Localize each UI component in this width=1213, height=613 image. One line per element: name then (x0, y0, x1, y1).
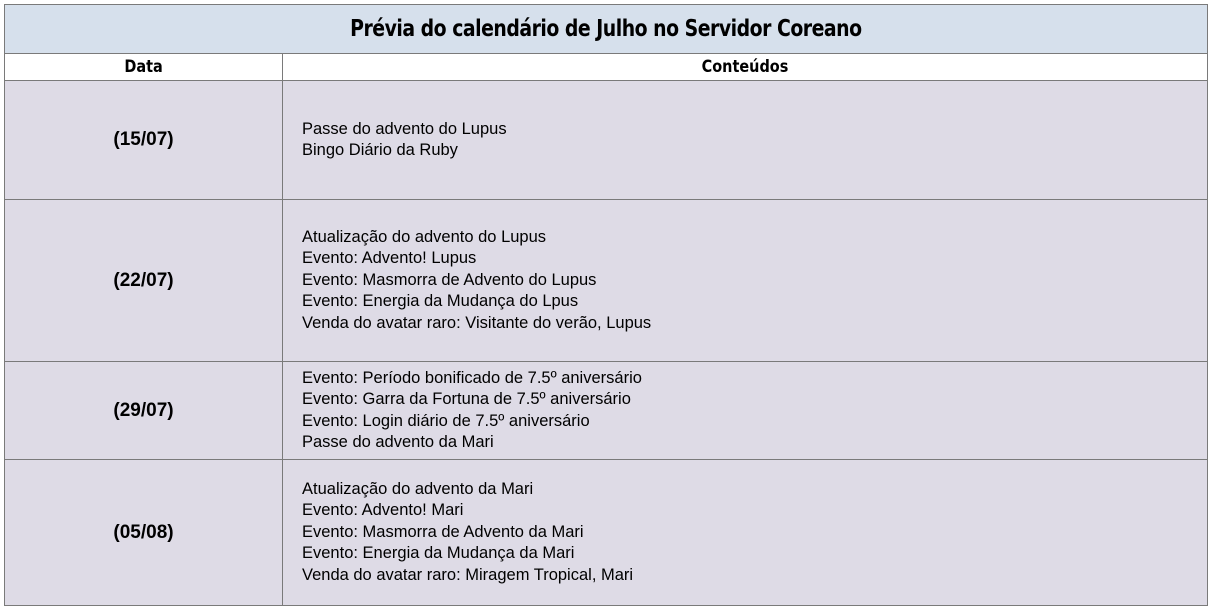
content-item: Evento: Advento! Lupus (302, 249, 477, 268)
content-item: Evento: Energia da Mudança da Mari (302, 544, 575, 563)
content-item: Atualização do advento do Lupus (302, 227, 547, 246)
content-item: Evento: Masmorra de Advento da Mari (302, 522, 584, 541)
table-row (5, 81, 1208, 200)
content-item: Venda do avatar raro: Visitante do verão, Lupus (302, 313, 652, 332)
content-item: Evento: Energia da Mudança do Lpus (302, 292, 579, 311)
title-row (5, 5, 1208, 54)
content-item: Passe do advento do Lupus (302, 119, 507, 138)
contents-cell (283, 362, 1208, 460)
content-item: Evento: Masmorra de Advento do Lupus (302, 270, 597, 289)
contents-cell (283, 460, 1208, 606)
content-item: Evento: Período bonificado de 7.5º aniversário (302, 368, 642, 387)
header-date: Data (124, 57, 163, 77)
contents-cell (283, 81, 1208, 200)
date-cell: (15/07) (5, 81, 283, 200)
table-title: Prévia do calendário de Julho no Servidor Coreano (350, 16, 862, 42)
header-contents: Conteúdos (701, 57, 789, 77)
content-item: Evento: Login diário de 7.5º aniversário (302, 411, 590, 430)
contents-cell (283, 200, 1208, 362)
header-contents-cell (283, 54, 1208, 81)
calendar-table (4, 4, 1208, 606)
date-cell: (29/07) (5, 362, 283, 460)
header-date-cell (5, 54, 283, 81)
content-item: Evento: Garra da Fortuna de 7.5º aniversário (302, 390, 631, 408)
content-item: Venda do avatar raro: Miragem Tropical, Mari (302, 565, 634, 584)
content-item: Bingo Diário da Ruby (302, 141, 458, 159)
table-row (5, 200, 1208, 362)
content-item: Atualização do advento da Mari (302, 479, 534, 498)
table-row (5, 460, 1208, 606)
content-item: Passe do advento da Mari (302, 433, 494, 451)
table-row (5, 362, 1208, 460)
content-item: Evento: Advento! Mari (302, 501, 464, 520)
date-cell: (22/07) (5, 200, 283, 362)
date-cell: (05/08) (5, 460, 283, 606)
header-row (5, 54, 1208, 81)
title-cell (5, 5, 1208, 54)
